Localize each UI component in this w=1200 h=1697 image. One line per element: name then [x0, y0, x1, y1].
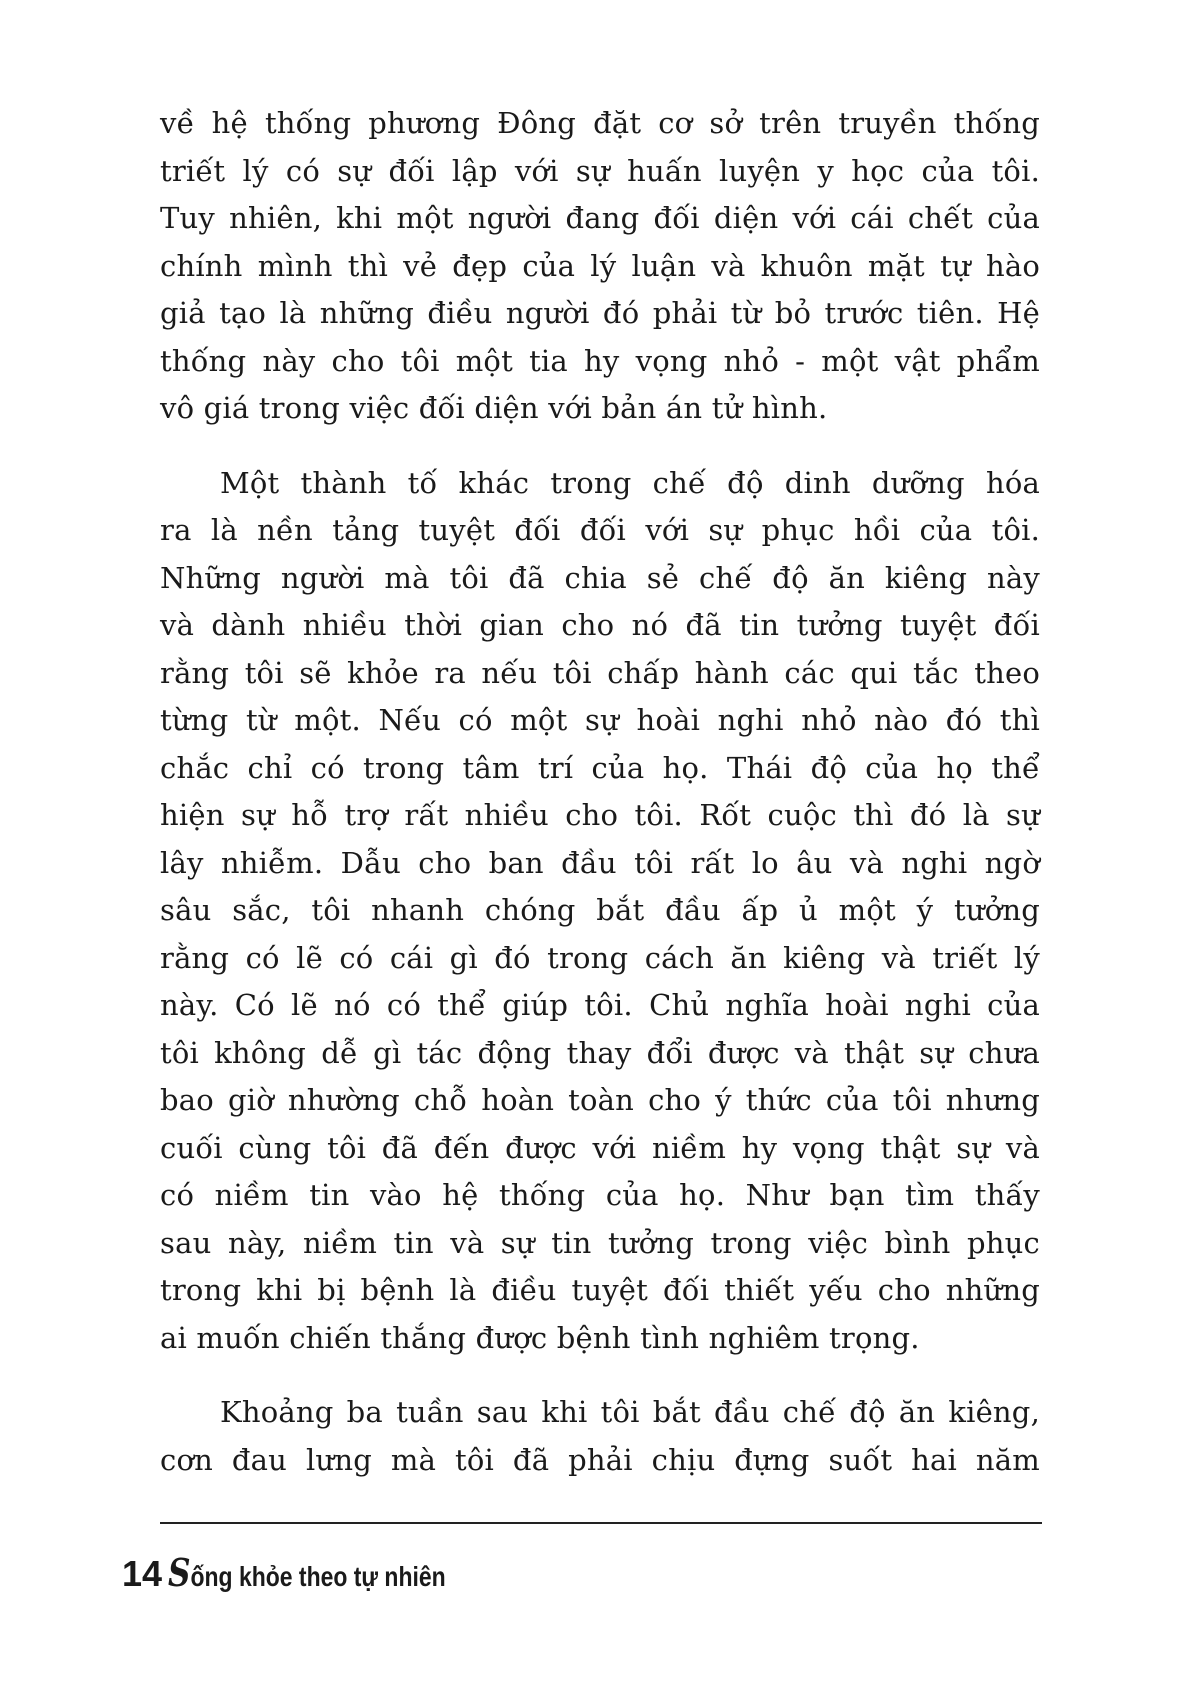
page-number: 14: [122, 1553, 163, 1594]
paragraph-2: [160, 460, 1040, 1363]
text-line: này. Có lẽ nó có thể giúp tôi. Chủ nghĩa hoài nghi của: [160, 988, 1040, 1022]
text-line: sâu sắc, tôi nhanh chóng bắt đầu ấp ủ một ý tưởng: [160, 893, 1040, 927]
text-line: cuối cùng tôi đã đến được với niềm hy vọng thật sự và: [160, 1130, 1040, 1165]
text-line: ra là nền tảng tuyệt đối đối với sự phục hồi của tôi.: [160, 513, 1040, 547]
text-line: rằng có lẽ có cái gì đó trong cách ăn kiêng và triết lý: [160, 940, 1040, 975]
page-body: [160, 100, 1040, 1484]
text-line: sau này, niềm tin và sự tin tưởng trong việc bình phục: [160, 1225, 1040, 1260]
paragraph-1: [160, 100, 1040, 433]
text-line: về hệ thống phương Đông đặt cơ sở trên truyền thống: [160, 106, 1040, 140]
text-line: bao giờ nhường chỗ hoàn toàn cho ý thức của tôi nhưng: [160, 1083, 1040, 1117]
paragraph-3: [160, 1389, 1040, 1484]
text-line: lây nhiễm. Dẫu cho ban đầu tôi rất lo âu và nghi ngờ: [160, 845, 1040, 880]
text-line: hiện sự hỗ trợ rất nhiều cho tôi. Rốt cuộc thì đó là sự: [160, 798, 1040, 832]
footer-divider: [160, 1522, 1042, 1524]
text-line: chắc chỉ có trong tâm trí của họ. Thái độ của họ thể: [160, 750, 1040, 785]
text-line: từng từ một. Nếu có một sự hoài nghi nhỏ nào đó thì: [160, 703, 1040, 737]
text-line: chính mình thì vẻ đẹp của lý luận và khuôn mặt tự hào: [160, 248, 1040, 283]
page-footer: [122, 1550, 507, 1595]
text-line: có niềm tin vào hệ thống của họ. Như bạn tìm thấy: [160, 1178, 1040, 1212]
book-title-rest: ống khỏe theo tự nhiên: [190, 1561, 446, 1592]
text-line: cơn đau lưng mà tôi đã phải chịu đựng suốt hai năm: [160, 1442, 1040, 1477]
text-line: Một thành tố khác trong chế độ dinh dưỡng hóa: [220, 465, 1040, 500]
text-line: tôi không dễ gì tác động thay đổi được và thật sự chưa: [160, 1035, 1040, 1070]
text-line: giả tạo là những điều người đó phải từ bỏ trước tiên. Hệ: [160, 296, 1040, 330]
text-line: ai muốn chiến thắng được bệnh tình nghiêm trọng.: [160, 1320, 920, 1355]
text-line: rằng tôi sẽ khỏe ra nếu tôi chấp hành các qui tắc theo: [160, 655, 1040, 690]
text-line: Tuy nhiên, khi một người đang đối diện với cái chết của: [160, 201, 1040, 235]
book-title: [168, 1550, 446, 1595]
text-line: vô giá trong việc đối diện với bản án tử hình.: [160, 391, 828, 425]
text-line: thống này cho tôi một tia hy vọng nhỏ - một vật phẩm: [160, 343, 1040, 378]
book-title-initial: S: [168, 1550, 191, 1595]
text-line: Những người mà tôi đã chia sẻ chế độ ăn kiêng này: [160, 560, 1040, 595]
text-line: trong khi bị bệnh là điều tuyệt đối thiết yếu cho những: [160, 1273, 1040, 1307]
text-line: và dành nhiều thời gian cho nó đã tin tưởng tuyệt đối: [160, 608, 1040, 642]
text-line: Khoảng ba tuần sau khi tôi bắt đầu chế độ ăn kiêng,: [220, 1395, 1040, 1429]
text-line: triết lý có sự đối lập với sự huấn luyện y học của tôi.: [160, 153, 1040, 188]
